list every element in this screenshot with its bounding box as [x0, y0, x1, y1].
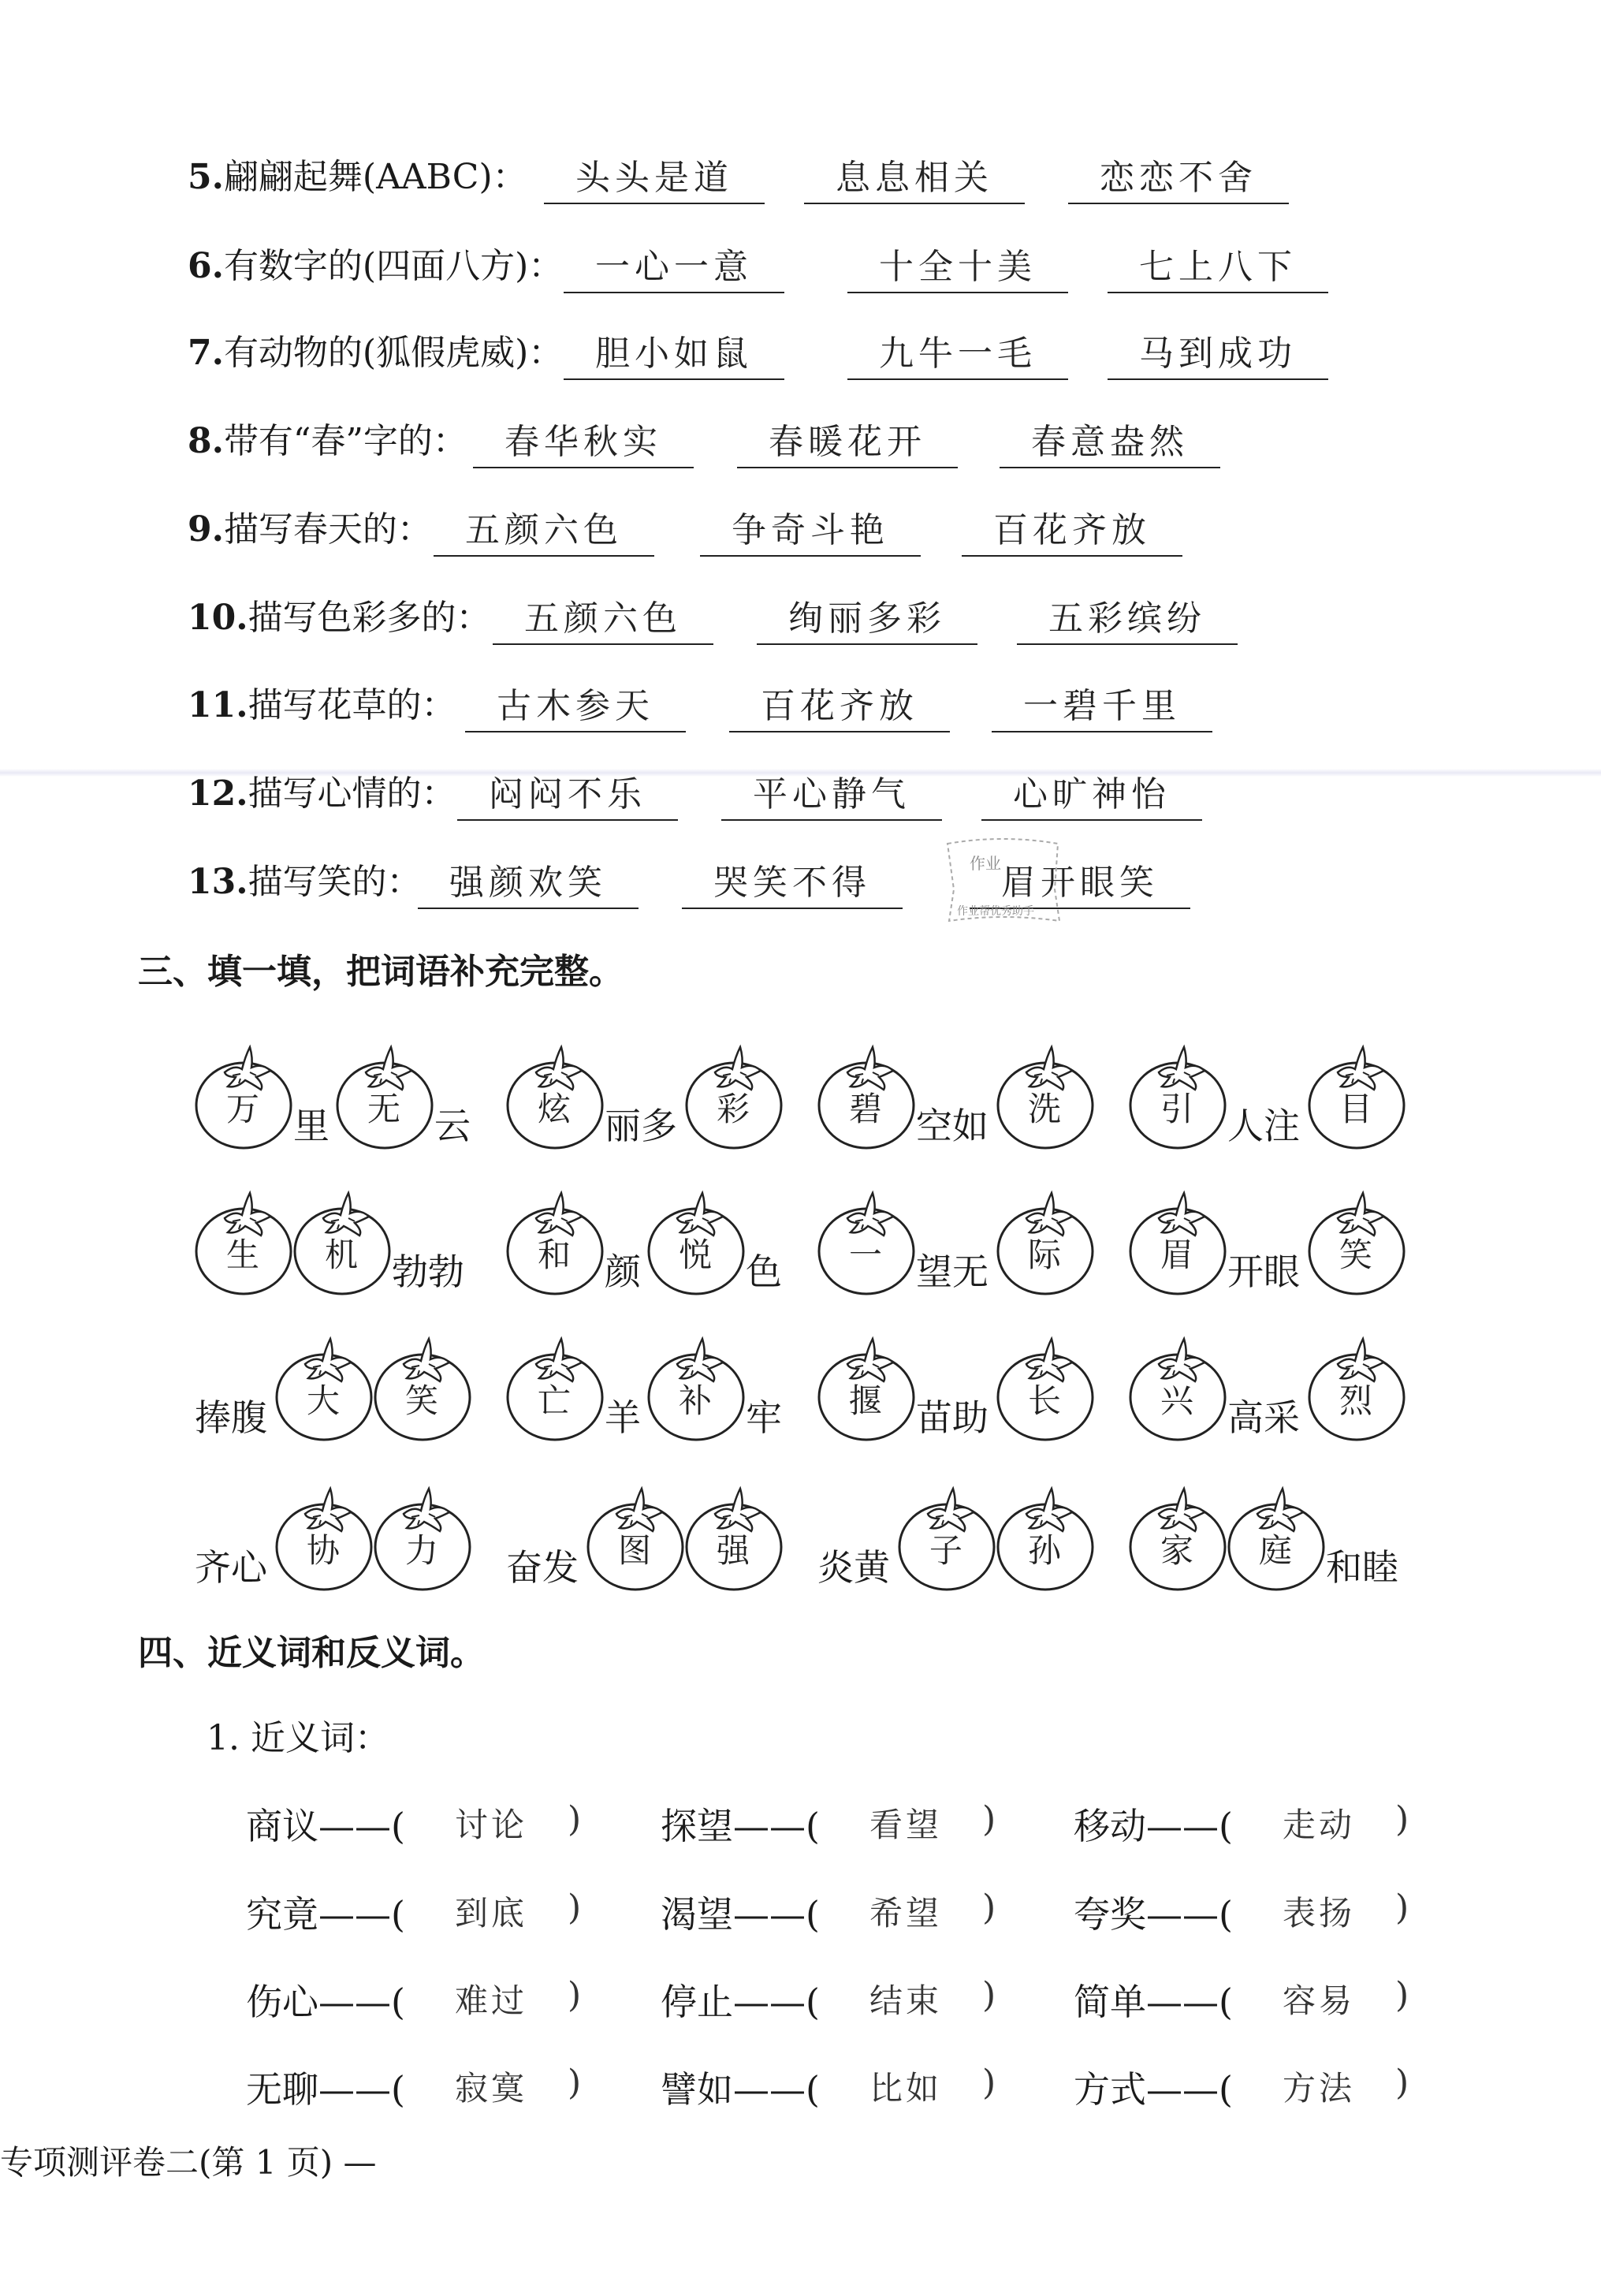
close-paren: ) — [982, 2063, 996, 2103]
answer-blank[interactable]: 胆小如鼠 — [564, 331, 784, 380]
answer-blank[interactable]: 头头是道 — [544, 155, 765, 204]
question-13-label — [188, 859, 422, 906]
tomato-blank[interactable] — [995, 1332, 1097, 1443]
synonym-dash: ——( — [318, 1893, 405, 1936]
synonym-word — [1074, 2061, 1233, 2113]
question-prompt: 描写色彩多的： — [248, 598, 491, 638]
close-paren: ) — [568, 1975, 582, 2015]
tomato-answer: 眉 — [1160, 1236, 1193, 1274]
synonym-word — [661, 1886, 820, 1938]
synonym-term: 移动 — [1074, 1805, 1146, 1847]
tomato-blank[interactable] — [292, 1187, 394, 1297]
answer-blank[interactable]: 古木参天 — [465, 684, 686, 732]
idiom-fixed-text: 羊 — [605, 1396, 641, 1439]
question-10-label — [188, 594, 491, 642]
synonym-term: 停止 — [661, 1981, 733, 2023]
synonym-word — [1074, 1798, 1233, 1850]
tomato-blank[interactable] — [646, 1187, 748, 1297]
idiom-fixed-text: 颜 — [605, 1250, 641, 1293]
idiom-fixed-text: 高采 — [1227, 1396, 1300, 1439]
question-number: 9. — [188, 509, 224, 550]
synonym-term: 商议 — [246, 1805, 318, 1847]
question-prompt: 描写笑的： — [248, 862, 422, 902]
tomato-answer: 和 — [537, 1236, 571, 1274]
answer-blank[interactable]: 一碧千里 — [992, 684, 1212, 732]
tomato-answer: 碧 — [848, 1090, 882, 1128]
synonym-dash: ——( — [318, 2068, 405, 2111]
tomato-answer: 际 — [1027, 1236, 1061, 1274]
tomato-blank[interactable] — [995, 1041, 1097, 1151]
question-number: 7. — [188, 333, 224, 373]
tomato-blank[interactable] — [372, 1482, 475, 1593]
synonym-dash: ——( — [1146, 2068, 1233, 2111]
tomato-answer: 子 — [929, 1531, 962, 1570]
question-9-label — [188, 506, 432, 554]
tomato-answer: 揠 — [848, 1381, 882, 1420]
tomato-answer: 大 — [306, 1381, 340, 1420]
tomato-blank[interactable] — [995, 1482, 1097, 1593]
idiom-fixed-text: 苗助 — [916, 1396, 989, 1439]
stamp-logo — [940, 834, 1066, 932]
tomato-blank[interactable] — [683, 1482, 786, 1593]
synonym-term: 伤心 — [246, 1981, 318, 2023]
answer-blank[interactable]: 争奇斗艳 — [700, 508, 921, 557]
tomato-blank[interactable] — [585, 1482, 687, 1593]
tomato-answer: 笑 — [404, 1381, 438, 1420]
answer-blank[interactable]: 春意盎然 — [1000, 419, 1220, 468]
question-number: 13. — [188, 862, 248, 902]
question-prompt: 翩翩起舞(AABC)： — [223, 157, 527, 197]
section-4-title: 四、近义词和反义词。 — [138, 1633, 485, 1673]
answer-blank[interactable]: 五颜六色 — [434, 508, 654, 557]
answer-blank[interactable]: 平心静气 — [721, 772, 942, 821]
synonym-term: 无聊 — [246, 2068, 318, 2111]
idiom-fixed-text: 望无 — [916, 1250, 989, 1293]
tomato-blank[interactable] — [1127, 1332, 1230, 1443]
close-paren: ) — [1395, 2063, 1409, 2103]
synonym-answer[interactable]: 结束 — [869, 1981, 943, 2020]
tomato-blank[interactable] — [1226, 1482, 1328, 1593]
tomato-blank[interactable] — [646, 1332, 748, 1443]
tomato-answer: 引 — [1160, 1090, 1193, 1128]
tomato-answer: 长 — [1027, 1381, 1061, 1420]
idiom-fixed-text: 云 — [434, 1105, 471, 1147]
synonym-answer[interactable]: 容易 — [1283, 1981, 1356, 2020]
answer-blank[interactable]: 五彩缤纷 — [1017, 596, 1238, 645]
synonym-dash: ——( — [733, 1893, 820, 1936]
tomato-answer: 生 — [225, 1236, 259, 1274]
answer-blank[interactable]: 九牛一毛 — [847, 331, 1068, 380]
synonym-word — [661, 2061, 820, 2113]
synonym-answer[interactable]: 走动 — [1283, 1806, 1356, 1844]
idiom-fixed-text: 空如 — [916, 1105, 989, 1147]
idiom-fixed-text: 里 — [293, 1105, 330, 1147]
tomato-answer: 彩 — [716, 1090, 750, 1128]
question-number: 8. — [188, 421, 224, 461]
close-paren: ) — [568, 2063, 582, 2103]
close-paren: ) — [1395, 1888, 1409, 1928]
tomato-blank[interactable] — [816, 1187, 918, 1297]
question-prompt: 有数字的(四面八方)： — [223, 246, 564, 286]
tomato-blank[interactable] — [274, 1332, 376, 1443]
synonym-word — [246, 1798, 405, 1850]
tomato-answer: 孙 — [1027, 1531, 1061, 1570]
tomato-blank[interactable] — [193, 1187, 296, 1297]
question-number: 10. — [188, 598, 248, 638]
question-12-label — [188, 770, 456, 818]
close-paren: ) — [982, 1975, 996, 2015]
tomato-blank[interactable] — [505, 1332, 607, 1443]
tomato-blank[interactable] — [1306, 1332, 1409, 1443]
question-prompt: 描写春天的： — [223, 509, 432, 550]
idiom-fixed-text: 勃勃 — [392, 1250, 464, 1293]
synonym-dash: ——( — [318, 1805, 405, 1847]
synonym-word — [246, 1886, 405, 1938]
answer-blank[interactable]: 十全十美 — [847, 244, 1068, 293]
idiom-fixed-text: 炎黄 — [817, 1546, 890, 1589]
question-number: 12. — [188, 773, 248, 814]
synonym-answer[interactable]: 比如 — [869, 2069, 943, 2108]
question-5-label — [188, 154, 527, 201]
tomato-blank[interactable] — [1306, 1041, 1409, 1151]
synonym-dash: ——( — [733, 2068, 820, 2111]
tomato-answer: 兴 — [1160, 1381, 1193, 1420]
tomato-blank[interactable] — [816, 1332, 918, 1443]
tomato-answer: 一 — [848, 1236, 882, 1274]
answer-blank[interactable]: 绚丽多彩 — [757, 596, 977, 645]
question-prompt: 有动物的(狐假虎威)： — [223, 333, 564, 373]
synonym-word — [1074, 1886, 1233, 1938]
question-prompt: 带有“春”字的： — [223, 421, 467, 461]
synonym-answer[interactable]: 到底 — [455, 1894, 528, 1933]
svg-text:作业帮优秀助手: 作业帮优秀助手 — [957, 905, 1034, 918]
tomato-answer: 笑 — [1339, 1236, 1372, 1274]
tomato-answer: 机 — [324, 1236, 358, 1274]
idiom-fixed-text: 牢 — [746, 1396, 782, 1439]
tomato-answer: 烈 — [1339, 1381, 1372, 1420]
tomato-blank[interactable] — [334, 1041, 437, 1151]
idiom-fixed-text: 人注 — [1227, 1105, 1300, 1147]
tomato-answer: 炫 — [537, 1090, 571, 1128]
answer-blank[interactable]: 哭笑不得 — [682, 860, 903, 909]
close-paren: ) — [1395, 1975, 1409, 2015]
question-8-label — [188, 418, 467, 465]
answer-blank[interactable]: 恋恋不舍 — [1068, 155, 1289, 204]
question-6-label — [188, 243, 563, 290]
tomato-answer: 力 — [404, 1531, 438, 1570]
answer-blank[interactable]: 息息相关 — [804, 155, 1025, 204]
idiom-fixed-text: 和睦 — [1326, 1546, 1398, 1589]
answer-blank[interactable]: 春暖花开 — [737, 419, 958, 468]
tomato-blank[interactable] — [1127, 1187, 1230, 1297]
synonym-word — [246, 1974, 405, 2026]
tomato-blank[interactable] — [816, 1041, 918, 1151]
tomato-blank[interactable] — [1127, 1482, 1230, 1593]
synonym-word — [246, 2061, 405, 2113]
answer-blank[interactable]: 百花齐放 — [729, 684, 950, 732]
question-prompt: 描写心情的： — [248, 773, 456, 814]
synonym-term: 探望 — [661, 1805, 733, 1847]
tomato-blank[interactable] — [505, 1041, 607, 1151]
synonym-answer[interactable]: 表扬 — [1283, 1894, 1356, 1933]
synonym-dash: ——( — [1146, 1805, 1233, 1847]
synonym-word — [1074, 1974, 1233, 2026]
synonym-word — [661, 1974, 820, 2026]
section-3-title: 三、填一填，把词语补充完整。 — [138, 952, 624, 992]
synonym-answer[interactable]: 难过 — [455, 1981, 528, 2020]
tomato-answer: 庭 — [1258, 1531, 1292, 1570]
tomato-blank[interactable] — [1127, 1041, 1230, 1151]
synonym-term: 渴望 — [661, 1893, 733, 1936]
tomato-blank[interactable] — [193, 1041, 296, 1151]
tomato-blank[interactable] — [505, 1187, 607, 1297]
page-footer: 专项测评卷二(第 1 页) — — [0, 2143, 377, 2182]
tomato-answer: 图 — [617, 1531, 651, 1570]
synonym-dash: ——( — [318, 1981, 405, 2023]
synonym-dash: ——( — [1146, 1893, 1233, 1936]
synonym-term: 夸奖 — [1074, 1893, 1146, 1936]
tomato-answer: 无 — [367, 1090, 400, 1128]
synonym-dash: ——( — [733, 1805, 820, 1847]
answer-blank[interactable]: 春华秋实 — [473, 419, 694, 468]
question-7-label — [188, 330, 563, 377]
synonym-dash: ——( — [1146, 1981, 1233, 2023]
tomato-answer: 协 — [306, 1531, 340, 1570]
tomato-answer: 悦 — [678, 1236, 712, 1274]
synonym-answer[interactable]: 看望 — [869, 1806, 943, 1844]
idiom-fixed-text: 齐心 — [195, 1546, 267, 1589]
answer-blank[interactable]: 闷闷不乐 — [457, 772, 678, 821]
synonym-answer[interactable]: 希望 — [869, 1894, 943, 1933]
idiom-fixed-text: 奋发 — [506, 1546, 579, 1589]
close-paren: ) — [568, 1888, 582, 1928]
idiom-fixed-text: 丽多 — [605, 1105, 677, 1147]
synonym-answer[interactable]: 寂寞 — [455, 2069, 528, 2108]
answer-blank[interactable]: 强颜欢笑 — [418, 860, 639, 909]
synonym-term: 简单 — [1074, 1981, 1146, 2023]
answer-blank[interactable]: 马到成功 — [1108, 331, 1328, 380]
synonym-term: 譬如 — [661, 2068, 733, 2111]
tomato-answer: 洗 — [1027, 1090, 1061, 1128]
idiom-fixed-text: 色 — [746, 1250, 782, 1293]
answer-blank[interactable]: 五颜六色 — [493, 596, 713, 645]
answer-blank[interactable]: 一心一意 — [564, 244, 784, 293]
idiom-fixed-text: 捧腹 — [195, 1396, 267, 1439]
tomato-answer: 目 — [1339, 1090, 1372, 1128]
tomato-blank[interactable] — [274, 1482, 376, 1593]
tomato-answer: 强 — [716, 1531, 750, 1570]
question-number: 5. — [188, 157, 224, 197]
synonym-answer[interactable]: 讨论 — [455, 1806, 528, 1844]
tomato-answer: 亡 — [537, 1381, 571, 1420]
close-paren: ) — [1395, 1799, 1409, 1839]
tomato-blank[interactable] — [1306, 1187, 1409, 1297]
answer-blank[interactable]: 心旷神怡 — [981, 772, 1202, 821]
close-paren: ) — [982, 1799, 996, 1839]
answer-blank[interactable]: 百花齐放 — [962, 508, 1182, 557]
tomato-answer: 万 — [225, 1090, 259, 1128]
tomato-blank[interactable] — [995, 1187, 1097, 1297]
tomato-answer: 家 — [1160, 1531, 1193, 1570]
question-number: 6. — [188, 246, 224, 286]
synonym-answer[interactable]: 方法 — [1283, 2069, 1356, 2108]
tomato-blank[interactable] — [683, 1041, 786, 1151]
answer-blank[interactable]: 七上八下 — [1108, 244, 1328, 293]
synonym-term: 究竟 — [246, 1893, 318, 1936]
question-number: 11. — [188, 685, 248, 725]
synonym-word — [661, 1798, 820, 1850]
tomato-blank[interactable] — [372, 1332, 475, 1443]
tomato-answer: 补 — [678, 1381, 712, 1420]
synonym-dash: ——( — [733, 1981, 820, 2023]
idiom-fixed-text: 开眼 — [1227, 1250, 1300, 1293]
question-prompt: 描写花草的： — [248, 685, 456, 725]
close-paren: ) — [982, 1888, 996, 1928]
synonym-term: 方式 — [1074, 2068, 1146, 2111]
question-11-label — [188, 682, 456, 729]
close-paren: ) — [568, 1799, 582, 1839]
synonym-subtitle: 1. 近义词： — [207, 1718, 389, 1758]
tomato-blank[interactable] — [896, 1482, 999, 1593]
svg-text:作业: 作业 — [970, 854, 1001, 873]
answer-blank[interactable]: 眉开眼笑 — [970, 860, 1190, 909]
